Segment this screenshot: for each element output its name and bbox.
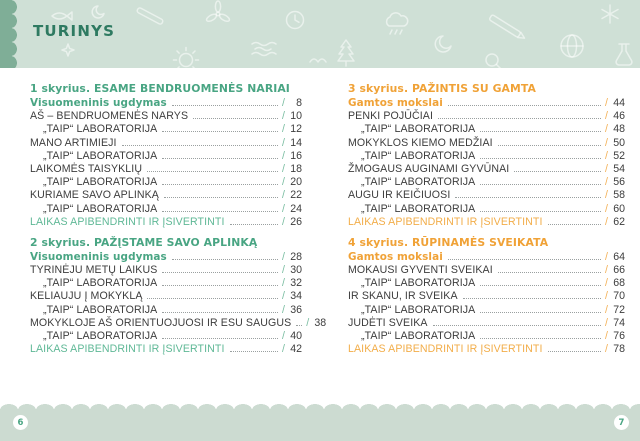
leader-dots — [498, 145, 601, 146]
leader-dots — [164, 197, 278, 198]
leader-dots — [162, 131, 278, 132]
toc-entry — [30, 216, 302, 229]
page-slash: / — [282, 277, 285, 290]
toc-entry — [348, 189, 625, 202]
toc-entry — [30, 343, 302, 356]
page-slash: / — [282, 202, 285, 215]
page-title: TURINYS — [33, 22, 116, 40]
toc-entry-page: 66 — [613, 264, 625, 277]
toc-entry-label: MOKAUSI GYVENTI SVEIKAI — [348, 264, 493, 277]
leader-dots — [480, 131, 601, 132]
toc-entry — [30, 123, 302, 136]
toc-entry — [348, 123, 625, 136]
toc-entry-label: „TAIP“ LABORATORIJA — [361, 277, 476, 290]
page-number-badge-right — [614, 415, 629, 430]
toc-entry — [348, 163, 625, 176]
toc-entry-label: JUDĖTI SVEIKA — [348, 316, 428, 329]
leader-dots — [193, 118, 278, 119]
doodle-sun-icon — [174, 48, 199, 69]
toc-entry — [348, 150, 625, 163]
toc-entry — [30, 304, 302, 317]
toc-entry — [348, 317, 625, 330]
leader-dots — [480, 312, 601, 313]
toc-entry-page: 72 — [613, 303, 625, 316]
leader-dots — [162, 338, 278, 339]
toc-entry-label: AUGU IR KEIČIUOSI — [348, 189, 451, 202]
page-slash: / — [282, 215, 285, 228]
toc-entry-label: PENKI POJŪČIAI — [348, 110, 433, 123]
toc-section — [348, 236, 625, 357]
doodle-snowflake-icon — [602, 5, 618, 23]
page-slash: / — [282, 343, 285, 356]
toc-entry-label: „TAIP“ LABORATORIJA — [361, 123, 476, 136]
toc-entry-label: TYRINĖJU METŲ LAIKUS — [30, 264, 158, 277]
toc-column-left — [30, 82, 327, 356]
toc-entry-label: LAIKOMĖS TAISYKLIŲ — [30, 162, 143, 175]
leader-dots — [172, 105, 278, 106]
leader-dots — [498, 272, 601, 273]
toc-entry-page: 44 — [613, 97, 625, 109]
page-slash: / — [282, 176, 285, 189]
header-banner — [0, 0, 640, 68]
leader-dots — [514, 171, 601, 172]
toc-entry — [30, 316, 327, 330]
page-number-left: 6 — [17, 417, 24, 428]
toc-entry-page: 50 — [613, 136, 625, 149]
leader-dots — [230, 351, 279, 352]
page-slash: / — [605, 303, 608, 316]
leader-dots — [162, 184, 278, 185]
toc-entry-label: LAIKAS APIBENDRINTI IR ĮSIVERTINTI — [30, 343, 225, 356]
toc-entry-page: 18 — [290, 162, 302, 175]
leader-dots — [433, 325, 601, 326]
leader-dots — [122, 145, 278, 146]
page-slash: / — [605, 290, 608, 303]
leader-dots — [438, 118, 601, 119]
toc-entry-label: „TAIP“ LABORATORIJA — [361, 202, 476, 215]
page-slash: / — [605, 97, 608, 109]
toc-entry-label: LAIKAS APIBENDRINTI IR ĮSIVERTINTI — [30, 215, 225, 228]
leader-dots — [147, 171, 278, 172]
toc-entry-page: 64 — [613, 250, 625, 263]
toc-entry-label: Gamtos mokslai — [348, 250, 443, 263]
toc-entry-page: 74 — [613, 316, 625, 329]
toc-entry-label: KELIAUJU Į MOKYKLĄ — [30, 290, 143, 303]
toc-entry-page: 38 — [314, 316, 327, 329]
toc-entry-label: „TAIP“ LABORATORIJA — [43, 303, 158, 316]
toc-entry-label: Gamtos mokslai — [348, 97, 443, 109]
toc-entry-page: 40 — [290, 330, 302, 342]
leader-dots — [448, 105, 601, 106]
toc-entry-page: 76 — [613, 330, 625, 342]
page-slash: / — [282, 330, 285, 342]
doodle-waves-icon — [252, 43, 276, 56]
toc-entry-label: „TAIP“ LABORATORIJA — [43, 277, 158, 290]
doodle-storm-cloud-icon — [387, 13, 408, 34]
page-slash: / — [605, 250, 608, 263]
toc-entry-page: 32 — [290, 277, 302, 290]
toc-entry-page: 16 — [290, 149, 302, 162]
page-slash: / — [306, 316, 310, 329]
toc-entry-page: 68 — [613, 277, 625, 290]
page-slash: / — [605, 123, 608, 136]
leader-dots — [296, 325, 302, 326]
leader-dots — [172, 259, 278, 260]
toc-entry-page: 24 — [290, 202, 302, 215]
toc-entry — [348, 137, 625, 150]
toc-entry-label: „TAIP“ LABORATORIJA — [43, 149, 158, 162]
page-slash: / — [605, 277, 608, 290]
doodle-flask-icon — [616, 44, 632, 65]
toc-entry — [30, 251, 302, 264]
toc-entry-label: Visuomeninis ugdymas — [30, 97, 167, 109]
toc-entry — [30, 330, 302, 343]
toc-entry-page: 20 — [290, 176, 302, 189]
toc-entry — [30, 277, 302, 290]
leader-dots — [162, 158, 278, 159]
page-slash: / — [605, 189, 608, 202]
leader-dots — [480, 285, 601, 286]
toc-entry-label: „TAIP“ LABORATORIJA — [43, 330, 158, 342]
leader-dots — [162, 285, 278, 286]
toc-column-right — [348, 82, 625, 356]
page-slash: / — [605, 136, 608, 149]
leader-dots — [230, 224, 279, 225]
page-slash: / — [605, 330, 608, 342]
toc-entry — [348, 304, 625, 317]
toc-entry-page: 58 — [613, 189, 625, 202]
leader-dots — [548, 351, 602, 352]
toc-entry-label: KURIAME SAVO APLINKĄ — [30, 189, 159, 202]
toc-entry — [348, 330, 625, 343]
toc-entry — [30, 290, 302, 303]
page-slash: / — [605, 149, 608, 162]
toc-entry-page: 22 — [290, 189, 302, 202]
toc-entry-label: „TAIP“ LABORATORIJA — [43, 202, 158, 215]
toc-entry-page: 48 — [613, 123, 625, 136]
toc-entry-page: 54 — [613, 162, 625, 175]
toc-entry-page: 8 — [296, 97, 302, 109]
footer-band — [0, 409, 640, 441]
toc-entry — [30, 137, 302, 150]
doodle-fish-icon — [52, 12, 72, 20]
toc-entry — [30, 189, 302, 202]
toc-entry-page: 10 — [290, 110, 302, 123]
toc-entry-label: Visuomeninis ugdymas — [30, 250, 167, 263]
toc-entry-page: 36 — [290, 303, 302, 316]
leader-dots — [480, 211, 601, 212]
doodle-clock-icon — [287, 12, 304, 29]
toc-entry-label: MANO ARTIMIEJI — [30, 136, 117, 149]
doodle-stick-icon — [136, 7, 163, 25]
page-slash: / — [282, 149, 285, 162]
page-slash: / — [282, 264, 285, 277]
toc-entry-label: „TAIP“ LABORATORIJA — [43, 123, 158, 136]
toc-entry-page: 62 — [613, 215, 625, 228]
page-slash: / — [605, 176, 608, 189]
toc-entry-page: 30 — [290, 264, 302, 277]
page-slash: / — [282, 162, 285, 175]
toc-entry-label: „TAIP“ LABORATORIJA — [361, 303, 476, 316]
page-slash: / — [605, 343, 608, 356]
leader-dots — [448, 259, 601, 260]
toc-entry — [348, 110, 625, 123]
toc-section — [348, 82, 625, 229]
toc-entry — [348, 264, 625, 277]
page-number-right: 7 — [618, 417, 625, 428]
page-slash: / — [282, 250, 285, 263]
toc-entry-page: 52 — [613, 149, 625, 162]
doodle-globe-icon — [561, 35, 583, 57]
doodle-magnifier-icon — [486, 54, 502, 68]
page-slash: / — [605, 110, 608, 123]
leader-dots — [463, 298, 601, 299]
toc-entry — [348, 176, 625, 189]
toc-entry-label: „TAIP“ LABORATORIJA — [43, 176, 158, 189]
leader-dots — [480, 158, 601, 159]
toc-section — [30, 235, 327, 357]
toc-entry — [30, 97, 302, 110]
toc-entry — [30, 150, 302, 163]
leader-dots — [162, 272, 278, 273]
toc-entry — [30, 110, 302, 123]
toc-entry — [348, 216, 625, 229]
section-heading: 1 skyrius. ESAME BENDRUOMENĖS NARIAI — [30, 82, 290, 95]
toc-entry — [348, 203, 625, 216]
toc-entry-page: 14 — [290, 136, 302, 149]
doodle-sparkle-icon — [62, 44, 74, 56]
page-slash: / — [282, 110, 285, 123]
toc-entry — [348, 277, 625, 290]
toc-entry-label: MOKYKLOS KIEMO MEDŽIAI — [348, 136, 493, 149]
section-heading: 4 skyrius. RŪPINAMĖS SVEIKATA — [348, 235, 549, 249]
toc-entry — [348, 251, 625, 264]
toc-entry-label: „TAIP“ LABORATORIJA — [361, 149, 476, 162]
page-slash: / — [605, 162, 608, 175]
doodle-moon-small-icon — [92, 6, 104, 18]
doodle-bird-icon — [310, 59, 326, 62]
toc-section — [30, 82, 302, 229]
toc-entry-page: 70 — [613, 290, 625, 303]
leader-dots — [162, 312, 278, 313]
toc-entry — [348, 290, 625, 303]
leader-dots — [147, 298, 278, 299]
toc-entry-label: IR SKANU, IR SVEIKA — [348, 290, 458, 303]
toc-entry-page: 78 — [613, 343, 625, 356]
toc-entry-label: ŽMOGAUS AUGINAMI GYVŪNAI — [348, 162, 510, 175]
toc-entry — [30, 264, 302, 277]
toc-entry-label: LAIKAS APIBENDRINTI IR ĮSIVERTINTI — [348, 343, 543, 356]
toc-entry — [348, 343, 625, 356]
leader-dots — [455, 197, 601, 198]
page-slash: / — [605, 202, 608, 215]
toc-entry — [30, 163, 302, 176]
leader-dots — [480, 338, 601, 339]
toc-entry-page: 60 — [613, 202, 625, 215]
toc-entry-page: 12 — [290, 123, 302, 136]
page-slash: / — [605, 264, 608, 277]
toc-entry-label: LAIKAS APIBENDRINTI IR ĮSIVERTINTI — [348, 215, 543, 228]
leader-dots — [162, 211, 278, 212]
toc-entry — [30, 176, 302, 189]
page-slash: / — [282, 136, 285, 149]
toc-entry-page: 26 — [290, 215, 302, 228]
toc-entry-page: 28 — [290, 250, 302, 263]
section-heading: 2 skyrius. PAŽĮSTAME SAVO APLINKĄ — [30, 235, 258, 249]
toc-entry — [30, 203, 302, 216]
toc-entry-page: 42 — [290, 343, 302, 356]
toc-entry-page: 34 — [290, 290, 302, 303]
page-slash: / — [282, 290, 285, 303]
page-slash: / — [282, 189, 285, 202]
toc-entry-page: 46 — [613, 110, 625, 123]
leader-dots — [548, 224, 602, 225]
page-slash: / — [282, 97, 285, 109]
toc-entry-label: „TAIP“ LABORATORIJA — [361, 176, 476, 189]
page-slash: / — [282, 123, 285, 136]
toc-entry-label: AŠ – BENDRUOMENĖS NARYS — [30, 110, 189, 123]
toc-entry — [348, 97, 625, 110]
doodle-pencil-icon — [489, 14, 526, 40]
page-slash: / — [282, 303, 285, 316]
spine-wave-strip — [0, 0, 11, 68]
doodle-moon-icon — [435, 36, 451, 52]
leader-dots — [480, 184, 601, 185]
doodle-propeller-icon — [205, 1, 230, 23]
page-number-badge-left — [13, 415, 28, 430]
toc-entry-page: 56 — [613, 176, 625, 189]
toc-entry-label: „TAIP“ LABORATORIJA — [361, 330, 476, 342]
toc-entry-label: MOKYKLOJE AŠ ORIENTUOJUOSI IR ESU SAUGUS — [30, 316, 292, 329]
doodle-pine-tree-icon — [338, 40, 354, 66]
page-slash: / — [605, 316, 608, 329]
page-slash: / — [605, 215, 608, 228]
section-heading: 3 skyrius. PAŽINTIS SU GAMTA — [348, 82, 536, 95]
